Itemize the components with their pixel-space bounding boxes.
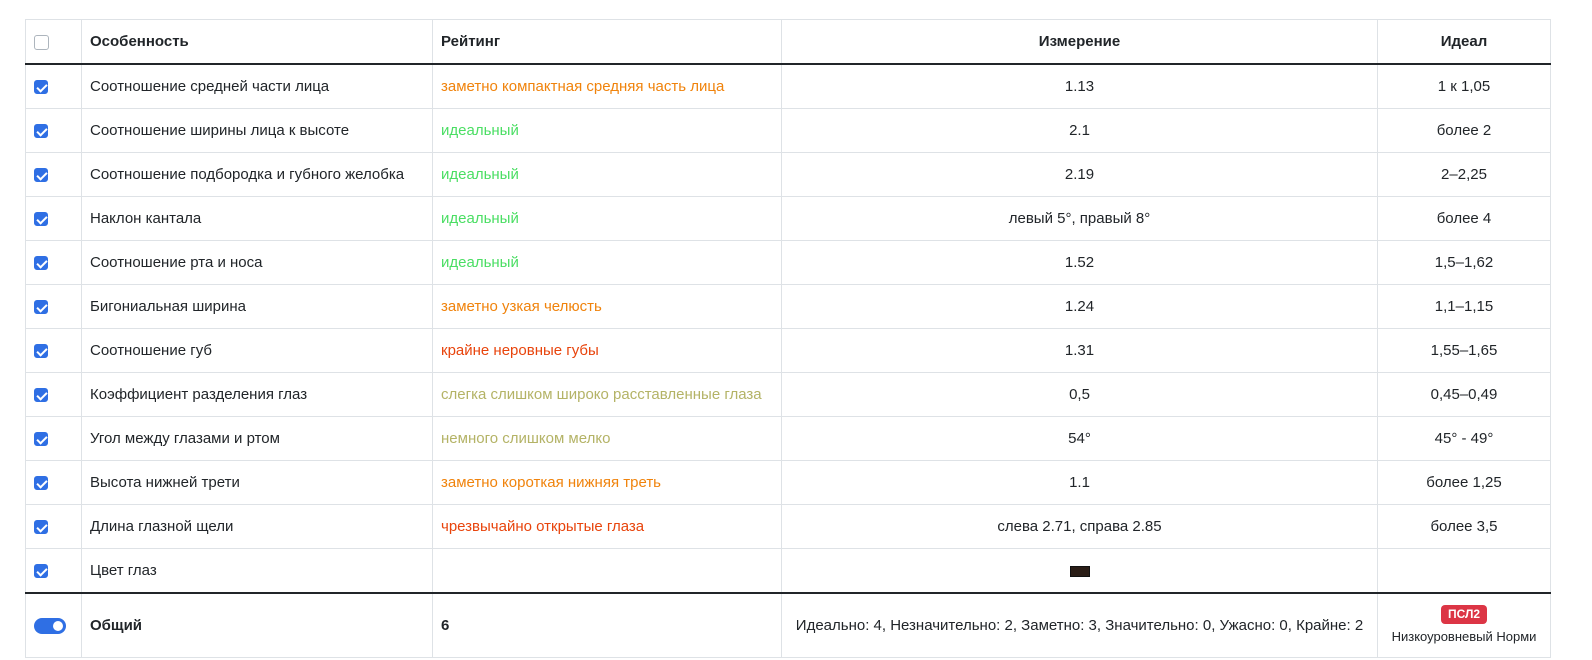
row-checkbox-cell: [26, 549, 82, 594]
row-checkbox[interactable]: [34, 80, 48, 94]
measurement-cell: 1.52: [782, 241, 1378, 285]
header-measurement[interactable]: Измерение: [782, 20, 1378, 65]
ideal-cell: [1378, 549, 1551, 594]
rating-cell: заметно короткая нижняя треть: [433, 461, 782, 505]
row-checkbox-cell: [26, 329, 82, 373]
total-toggle-cell: [26, 593, 82, 658]
row-checkbox-cell: [26, 285, 82, 329]
rating-cell: заметно компактная средняя часть лица: [433, 64, 782, 109]
row-checkbox-cell: [26, 109, 82, 153]
ideal-cell: более 1,25: [1378, 461, 1551, 505]
measurement-cell: 2.19: [782, 153, 1378, 197]
measurement-cell: 2.1: [782, 109, 1378, 153]
ideal-cell: 0,45–0,49: [1378, 373, 1551, 417]
rating-cell: [433, 549, 782, 594]
table-row: [26, 197, 1551, 241]
table-row-eye-color: [26, 549, 1551, 594]
table-row: [26, 109, 1551, 153]
rating-cell: идеальный: [433, 241, 782, 285]
total-tier-cell: [1378, 593, 1551, 658]
total-summary: Идеально: 4, Незначительно: 2, Заметно: 3, Значительно: 0, Ужасно: 0, Крайне: 2: [782, 593, 1378, 658]
ideal-cell: 45° - 49°: [1378, 417, 1551, 461]
row-checkbox-cell: [26, 153, 82, 197]
header-ideal[interactable]: Идеал: [1378, 20, 1551, 65]
ideal-cell: 1,1–1,15: [1378, 285, 1551, 329]
row-checkbox[interactable]: [34, 168, 48, 182]
row-checkbox-cell: [26, 64, 82, 109]
table-row: [26, 461, 1551, 505]
ideal-cell: 2–2,25: [1378, 153, 1551, 197]
select-all-checkbox[interactable]: [34, 35, 49, 50]
row-checkbox-cell: [26, 417, 82, 461]
select-all-cell: [26, 20, 82, 65]
header-rating[interactable]: Рейтинг: [433, 20, 782, 65]
table-row: [26, 329, 1551, 373]
total-toggle-switch[interactable]: [34, 618, 66, 634]
feature-cell: Цвет глаз: [82, 549, 433, 594]
table-row: [26, 373, 1551, 417]
rating-cell: крайне неровные губы: [433, 329, 782, 373]
measurement-cell: левый 5°, правый 8°: [782, 197, 1378, 241]
row-checkbox[interactable]: [34, 432, 48, 446]
table-row: [26, 417, 1551, 461]
table-row: [26, 285, 1551, 329]
total-row: [26, 593, 1551, 658]
ideal-cell: 1,55–1,65: [1378, 329, 1551, 373]
row-checkbox-cell: [26, 197, 82, 241]
rating-cell: идеальный: [433, 153, 782, 197]
feature-cell: Соотношение ширины лица к высоте: [82, 109, 433, 153]
feature-cell: Соотношение подбородка и губного желобка: [82, 153, 433, 197]
table-row: [26, 153, 1551, 197]
row-checkbox[interactable]: [34, 212, 48, 226]
measurement-cell: [782, 549, 1378, 594]
row-checkbox[interactable]: [34, 476, 48, 490]
rating-cell: идеальный: [433, 197, 782, 241]
row-checkbox[interactable]: [34, 300, 48, 314]
row-checkbox[interactable]: [34, 344, 48, 358]
feature-cell: Высота нижней трети: [82, 461, 433, 505]
feature-cell: Длина глазной щели: [82, 505, 433, 549]
row-checkbox[interactable]: [34, 388, 48, 402]
rating-cell: чрезвычайно открытые глаза: [433, 505, 782, 549]
feature-cell: Соотношение губ: [82, 329, 433, 373]
header-feature[interactable]: Особенность: [82, 20, 433, 65]
row-checkbox-cell: [26, 373, 82, 417]
row-checkbox[interactable]: [34, 564, 48, 578]
feature-cell: Соотношение средней части лица: [82, 64, 433, 109]
total-rating: 6: [433, 593, 782, 658]
feature-cell: Угол между глазами и ртом: [82, 417, 433, 461]
features-table: [25, 19, 1551, 658]
measurement-cell: 1.31: [782, 329, 1378, 373]
table-row: [26, 505, 1551, 549]
eye-color-swatch: [1070, 566, 1090, 577]
rating-cell: заметно узкая челюсть: [433, 285, 782, 329]
feature-cell: Коэффициент разделения глаз: [82, 373, 433, 417]
table-body: [26, 64, 1551, 658]
measurement-cell: 1.1: [782, 461, 1378, 505]
ideal-cell: 1 к 1,05: [1378, 64, 1551, 109]
row-checkbox[interactable]: [34, 520, 48, 534]
rating-cell: идеальный: [433, 109, 782, 153]
features-table-container: [25, 19, 1550, 658]
measurement-cell: слева 2.71, справа 2.85: [782, 505, 1378, 549]
ideal-cell: более 2: [1378, 109, 1551, 153]
row-checkbox[interactable]: [34, 124, 48, 138]
ideal-cell: 1,5–1,62: [1378, 241, 1551, 285]
rating-cell: слегка слишком широко расставленные глаза: [433, 373, 782, 417]
tier-label: Низкоуровневый Норми: [1391, 629, 1537, 644]
ideal-cell: более 3,5: [1378, 505, 1551, 549]
row-checkbox-cell: [26, 461, 82, 505]
total-label: Общий: [82, 593, 433, 658]
tier-badge: ПСЛ2: [1441, 605, 1487, 624]
measurement-cell: 1.24: [782, 285, 1378, 329]
rating-cell: немного слишком мелко: [433, 417, 782, 461]
measurement-cell: 1.13: [782, 64, 1378, 109]
measurement-cell: 0,5: [782, 373, 1378, 417]
table-row: [26, 64, 1551, 109]
feature-cell: Бигониальная ширина: [82, 285, 433, 329]
measurement-cell: 54°: [782, 417, 1378, 461]
table-row: [26, 241, 1551, 285]
feature-cell: Наклон кантала: [82, 197, 433, 241]
feature-cell: Соотношение рта и носа: [82, 241, 433, 285]
ideal-cell: более 4: [1378, 197, 1551, 241]
row-checkbox[interactable]: [34, 256, 48, 270]
row-checkbox-cell: [26, 505, 82, 549]
row-checkbox-cell: [26, 241, 82, 285]
header-row: [26, 20, 1551, 65]
